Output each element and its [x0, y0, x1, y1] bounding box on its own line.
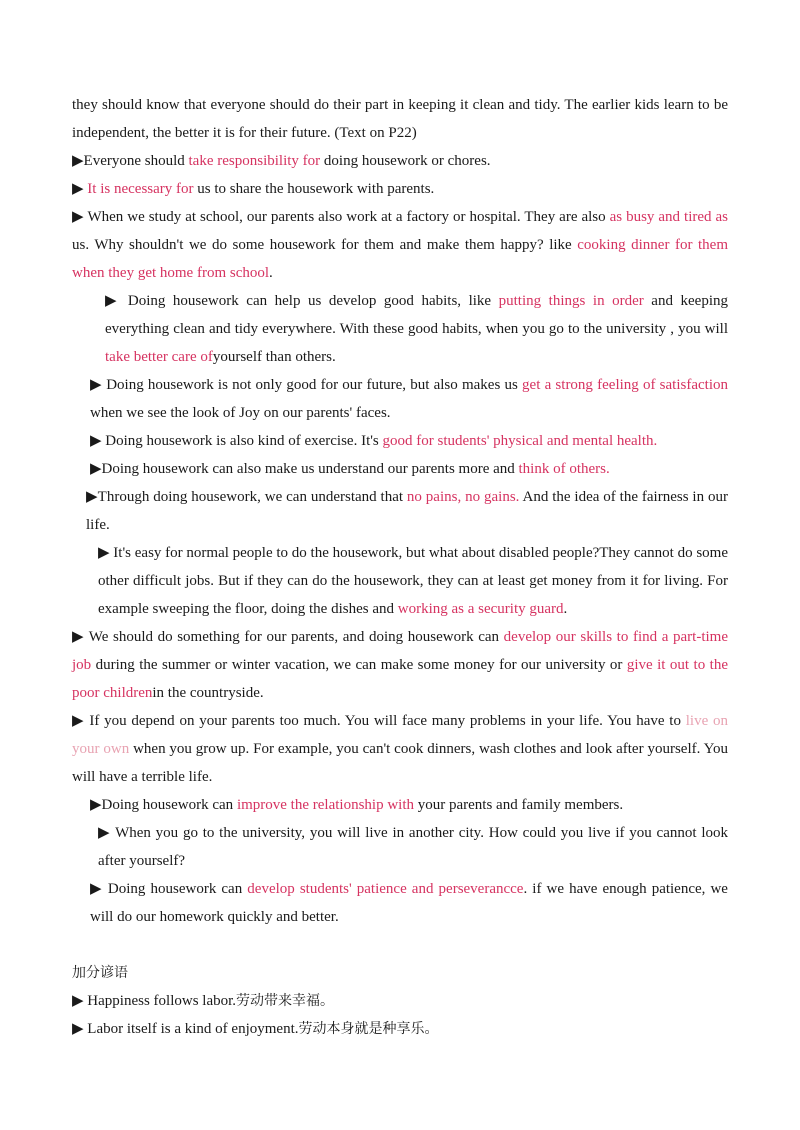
- highlighted-phrase: take better care of: [105, 349, 213, 365]
- bullet-good-habits: [72, 287, 728, 371]
- bullet-university: [72, 819, 728, 875]
- text-run: . if we have enough patience, we will do our homework quickly and better.: [90, 881, 728, 925]
- text-run: during the summer or winter vacation, we can make some money for our university or: [91, 657, 627, 673]
- bullet-satisfaction: [72, 371, 728, 427]
- bullet-part-time-job: [72, 623, 728, 707]
- text-run: when you grow up. For example, you can't cook dinners, wash clothes and look after yourself. You will have a terrible life.: [72, 741, 728, 785]
- highlighted-phrase: no pains, no gains.: [406, 489, 520, 505]
- bullet-understand-parents: [72, 455, 728, 483]
- highlighted-phrase: working as a security guard: [397, 601, 564, 617]
- highlighted-phrase: 劳动本身就是种享乐。: [298, 1021, 439, 1037]
- text-run: they should know that everyone should do their part in keeping it clean and tidy. The earlier kids learn to be independent, the better it is for their future. (Text on P22): [72, 97, 728, 141]
- bullet-no-pains: [72, 483, 728, 539]
- highlighted-phrase: develop our skills to find a part-time job: [72, 629, 728, 673]
- bullet-patience: [72, 875, 728, 931]
- highlighted-phrase: It is necessary for: [87, 181, 194, 197]
- bullet-relationship: [72, 791, 728, 819]
- text-run: And the idea of the fairness in our life.: [86, 489, 728, 533]
- text-run: ▶ We should do something for our parents, and doing housework can: [72, 629, 504, 645]
- bullet-disabled-people: [72, 539, 728, 623]
- proverb-happiness: [72, 987, 728, 1015]
- bullet-parents-busy: [72, 203, 728, 287]
- highlighted-phrase: cooking dinner for them when they get home from school: [72, 237, 729, 281]
- highlighted-phrase: as busy and tired as: [609, 209, 728, 225]
- highlighted-phrase: take responsibility for: [188, 153, 321, 169]
- text-run: us to share the housework with parents.: [193, 181, 435, 197]
- highlighted-phrase: putting things in order: [498, 293, 644, 309]
- highlighted-phrase: 劳动带来幸福。: [236, 993, 335, 1009]
- highlighted-phrase: good for students' physical and mental health.: [382, 433, 658, 449]
- section-spacer: [72, 931, 728, 959]
- highlighted-phrase: think of others.: [518, 461, 610, 477]
- text-run: ▶ When you go to the university, you will live in another city. How could you live if you cannot look after yourself?: [98, 825, 728, 869]
- text-run: ▶ Doing housework can help us develop good habits, like: [105, 293, 499, 309]
- text-run: ▶Everyone should: [72, 153, 189, 169]
- text-run: .: [269, 265, 273, 281]
- highlighted-phrase: develop students' patience and perseverancce: [247, 881, 524, 897]
- text-run: ▶ Labor itself is a kind of enjoyment.: [72, 1021, 299, 1037]
- text-run: ▶ Doing housework is also kind of exercise. It's: [90, 433, 383, 449]
- highlighted-phrase: live on your own: [72, 713, 728, 757]
- text-run: ▶ It's easy for normal people to do the housework, but what about disabled people?They cannot do some other difficult jobs. But if they can do the housework, they can at least get money from it for living. For example sweeping the floor, doing the dishes and: [98, 545, 728, 617]
- highlighted-phrase: give it out to the poor children: [72, 657, 728, 701]
- bullet-depend-on-parents: [72, 707, 728, 791]
- proverb-labor-enjoyment: [72, 1015, 728, 1043]
- text-run: doing housework or chores.: [320, 153, 491, 169]
- text-run: .: [563, 601, 568, 617]
- text-run: ▶ Happiness follows labor.: [72, 993, 237, 1009]
- text-run: ▶ If you depend on your parents too much. You will face many problems in your life. You have to: [72, 713, 686, 729]
- text-run: in the countryside.: [152, 685, 264, 701]
- text-run: ▶ When we study at school, our parents also work at a factory or hospital. They are also: [72, 209, 610, 225]
- text-run: ▶Through doing housework, we can understand that: [86, 489, 407, 505]
- text-run: yourself than others.: [212, 349, 336, 365]
- text-run: ▶Doing housework can: [90, 797, 237, 813]
- text-run: ▶ Doing housework can: [90, 881, 248, 897]
- bullet-exercise: [72, 427, 728, 455]
- bullet-necessary: [72, 175, 728, 203]
- bonus-heading: 加分谚语: [72, 965, 128, 981]
- text-run: and keeping everything clean and tidy everywhere. With these good habits, when you go to the university , you will: [105, 293, 728, 337]
- text-run: us. Why shouldn't we do some housework for them and make them happy? like: [72, 237, 578, 253]
- highlighted-phrase: improve the relationship with: [236, 797, 414, 813]
- text-run: your parents and family members.: [414, 797, 624, 813]
- text-run: when we see the look of Joy on our parents' faces.: [90, 405, 391, 421]
- paragraph-intro: [72, 91, 728, 147]
- highlighted-phrase: get a strong feeling of satisfaction: [522, 377, 728, 393]
- bullet-take-responsibility: [72, 147, 728, 175]
- text-run: ▶Doing housework can also make us understand our parents more and: [90, 461, 519, 477]
- text-run: ▶: [72, 181, 88, 197]
- document-body: [72, 91, 728, 1043]
- text-run: ▶ Doing housework is not only good for our future, but also makes us: [90, 377, 523, 393]
